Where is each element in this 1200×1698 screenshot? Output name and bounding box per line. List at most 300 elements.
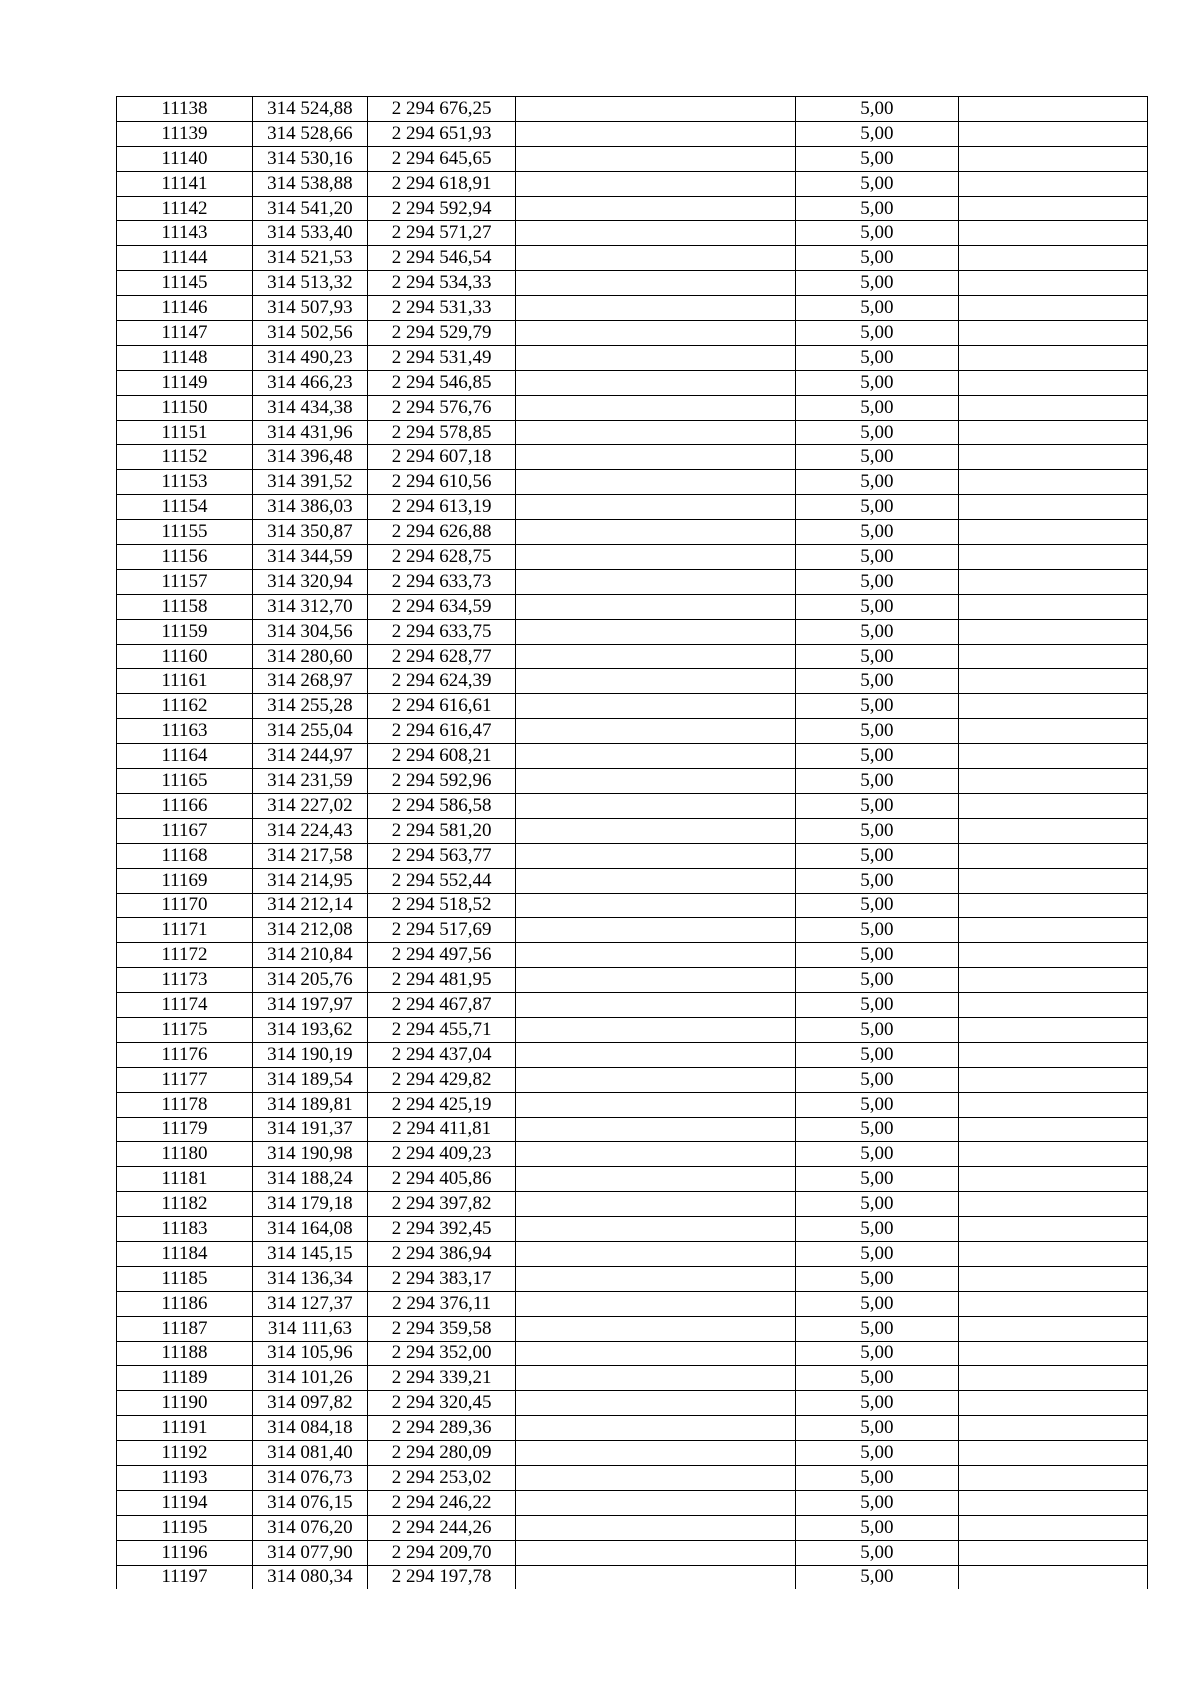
value-cell: 5,00 <box>796 345 959 370</box>
empty-cell <box>958 569 1147 594</box>
value-cell: 5,00 <box>796 445 959 470</box>
point-number-cell: 11181 <box>117 1167 253 1192</box>
empty-cell <box>516 296 796 321</box>
empty-cell <box>516 868 796 893</box>
table-row <box>117 520 1148 545</box>
table-row <box>117 943 1148 968</box>
y-coordinate-cell: 2 294 209,70 <box>368 1540 516 1565</box>
x-coordinate-cell: 314 320,94 <box>252 569 367 594</box>
value-cell: 5,00 <box>796 545 959 570</box>
y-coordinate-cell: 2 294 607,18 <box>368 445 516 470</box>
point-number-cell: 11172 <box>117 943 253 968</box>
point-number-cell: 11174 <box>117 993 253 1018</box>
point-number-cell: 11145 <box>117 271 253 296</box>
point-number-cell: 11142 <box>117 196 253 221</box>
point-number-cell: 11153 <box>117 470 253 495</box>
y-coordinate-cell: 2 294 253,02 <box>368 1465 516 1490</box>
empty-cell <box>516 968 796 993</box>
y-coordinate-cell: 2 294 339,21 <box>368 1366 516 1391</box>
point-number-cell: 11159 <box>117 619 253 644</box>
empty-cell <box>516 1441 796 1466</box>
y-coordinate-cell: 2 294 425,19 <box>368 1092 516 1117</box>
x-coordinate-cell: 314 077,90 <box>252 1540 367 1565</box>
empty-cell <box>958 1266 1147 1291</box>
y-coordinate-cell: 2 294 613,19 <box>368 495 516 520</box>
table-row <box>117 121 1148 146</box>
y-coordinate-cell: 2 294 429,82 <box>368 1067 516 1092</box>
point-number-cell: 11165 <box>117 769 253 794</box>
empty-cell <box>516 196 796 221</box>
empty-cell <box>516 818 796 843</box>
empty-cell <box>516 669 796 694</box>
empty-cell <box>958 420 1147 445</box>
table-row <box>117 619 1148 644</box>
table-row <box>117 1241 1148 1266</box>
table-row <box>117 1266 1148 1291</box>
table-row <box>117 1092 1148 1117</box>
y-coordinate-cell: 2 294 616,61 <box>368 694 516 719</box>
point-number-cell: 11164 <box>117 744 253 769</box>
value-cell: 5,00 <box>796 246 959 271</box>
empty-cell <box>958 1217 1147 1242</box>
point-number-cell: 11152 <box>117 445 253 470</box>
x-coordinate-cell: 314 190,98 <box>252 1142 367 1167</box>
value-cell: 5,00 <box>796 719 959 744</box>
empty-cell <box>516 1167 796 1192</box>
y-coordinate-cell: 2 294 531,49 <box>368 345 516 370</box>
table-row <box>117 1167 1148 1192</box>
table-row <box>117 918 1148 943</box>
x-coordinate-cell: 314 507,93 <box>252 296 367 321</box>
point-number-cell: 11161 <box>117 669 253 694</box>
empty-cell <box>958 345 1147 370</box>
value-cell: 5,00 <box>796 171 959 196</box>
empty-cell <box>958 818 1147 843</box>
empty-cell <box>516 1192 796 1217</box>
empty-cell <box>516 1266 796 1291</box>
point-number-cell: 11167 <box>117 818 253 843</box>
empty-cell <box>516 569 796 594</box>
point-number-cell: 11183 <box>117 1217 253 1242</box>
y-coordinate-cell: 2 294 529,79 <box>368 321 516 346</box>
table-row <box>117 395 1148 420</box>
x-coordinate-cell: 314 530,16 <box>252 146 367 171</box>
value-cell: 5,00 <box>796 1341 959 1366</box>
x-coordinate-cell: 314 164,08 <box>252 1217 367 1242</box>
y-coordinate-cell: 2 294 534,33 <box>368 271 516 296</box>
y-coordinate-cell: 2 294 592,96 <box>368 769 516 794</box>
empty-cell <box>516 345 796 370</box>
point-number-cell: 11154 <box>117 495 253 520</box>
point-number-cell: 11178 <box>117 1092 253 1117</box>
empty-cell <box>516 221 796 246</box>
table-row <box>117 644 1148 669</box>
empty-cell <box>958 1167 1147 1192</box>
value-cell: 5,00 <box>796 1465 959 1490</box>
point-number-cell: 11189 <box>117 1366 253 1391</box>
empty-cell <box>516 1217 796 1242</box>
point-number-cell: 11150 <box>117 395 253 420</box>
value-cell: 5,00 <box>796 893 959 918</box>
y-coordinate-cell: 2 294 455,71 <box>368 1017 516 1042</box>
x-coordinate-cell: 314 197,97 <box>252 993 367 1018</box>
value-cell: 5,00 <box>796 97 959 122</box>
y-coordinate-cell: 2 294 634,59 <box>368 594 516 619</box>
y-coordinate-cell: 2 294 386,94 <box>368 1241 516 1266</box>
empty-cell <box>958 445 1147 470</box>
value-cell: 5,00 <box>796 1017 959 1042</box>
point-number-cell: 11163 <box>117 719 253 744</box>
y-coordinate-cell: 2 294 610,56 <box>368 470 516 495</box>
x-coordinate-cell: 314 431,96 <box>252 420 367 445</box>
y-coordinate-cell: 2 294 280,09 <box>368 1441 516 1466</box>
empty-cell <box>958 918 1147 943</box>
empty-cell <box>516 1391 796 1416</box>
table-row <box>117 719 1148 744</box>
table-row <box>117 769 1148 794</box>
empty-cell <box>516 1490 796 1515</box>
empty-cell <box>958 868 1147 893</box>
empty-cell <box>958 271 1147 296</box>
empty-cell <box>958 470 1147 495</box>
value-cell: 5,00 <box>796 843 959 868</box>
value-cell: 5,00 <box>796 1366 959 1391</box>
empty-cell <box>958 968 1147 993</box>
table-row <box>117 1067 1148 1092</box>
y-coordinate-cell: 2 294 376,11 <box>368 1291 516 1316</box>
point-number-cell: 11171 <box>117 918 253 943</box>
x-coordinate-cell: 314 466,23 <box>252 370 367 395</box>
x-coordinate-cell: 314 541,20 <box>252 196 367 221</box>
x-coordinate-cell: 314 080,34 <box>252 1565 367 1589</box>
value-cell: 5,00 <box>796 644 959 669</box>
table-row <box>117 1515 1148 1540</box>
table-row <box>117 818 1148 843</box>
x-coordinate-cell: 314 105,96 <box>252 1341 367 1366</box>
value-cell: 5,00 <box>796 669 959 694</box>
table-row <box>117 1441 1148 1466</box>
empty-cell <box>958 146 1147 171</box>
table-row <box>117 1391 1148 1416</box>
x-coordinate-cell: 314 396,48 <box>252 445 367 470</box>
table-row <box>117 420 1148 445</box>
table-row <box>117 1192 1148 1217</box>
empty-cell <box>958 1117 1147 1142</box>
x-coordinate-cell: 314 127,37 <box>252 1291 367 1316</box>
point-number-cell: 11180 <box>117 1142 253 1167</box>
table-row <box>117 1465 1148 1490</box>
value-cell: 5,00 <box>796 1441 959 1466</box>
empty-cell <box>516 545 796 570</box>
value-cell: 5,00 <box>796 744 959 769</box>
table-row <box>117 1540 1148 1565</box>
empty-cell <box>958 694 1147 719</box>
empty-cell <box>516 1565 796 1589</box>
point-number-cell: 11139 <box>117 121 253 146</box>
y-coordinate-cell: 2 294 624,39 <box>368 669 516 694</box>
empty-cell <box>958 97 1147 122</box>
empty-cell <box>516 146 796 171</box>
y-coordinate-cell: 2 294 481,95 <box>368 968 516 993</box>
point-number-cell: 11182 <box>117 1192 253 1217</box>
value-cell: 5,00 <box>796 495 959 520</box>
value-cell: 5,00 <box>796 569 959 594</box>
y-coordinate-cell: 2 294 405,86 <box>368 1167 516 1192</box>
table-row <box>117 97 1148 122</box>
empty-cell <box>516 1465 796 1490</box>
empty-cell <box>516 1341 796 1366</box>
point-number-cell: 11184 <box>117 1241 253 1266</box>
point-number-cell: 11158 <box>117 594 253 619</box>
table-row <box>117 1117 1148 1142</box>
y-coordinate-cell: 2 294 411,81 <box>368 1117 516 1142</box>
empty-cell <box>516 793 796 818</box>
point-number-cell: 11177 <box>117 1067 253 1092</box>
empty-cell <box>516 1316 796 1341</box>
value-cell: 5,00 <box>796 1167 959 1192</box>
y-coordinate-cell: 2 294 518,52 <box>368 893 516 918</box>
empty-cell <box>516 1067 796 1092</box>
x-coordinate-cell: 314 210,84 <box>252 943 367 968</box>
x-coordinate-cell: 314 224,43 <box>252 818 367 843</box>
x-coordinate-cell: 314 312,70 <box>252 594 367 619</box>
y-coordinate-cell: 2 294 546,54 <box>368 246 516 271</box>
value-cell: 5,00 <box>796 868 959 893</box>
x-coordinate-cell: 314 097,82 <box>252 1391 367 1416</box>
empty-cell <box>958 619 1147 644</box>
x-coordinate-cell: 314 391,52 <box>252 470 367 495</box>
x-coordinate-cell: 314 255,28 <box>252 694 367 719</box>
y-coordinate-cell: 2 294 578,85 <box>368 420 516 445</box>
table-row <box>117 1416 1148 1441</box>
value-cell: 5,00 <box>796 918 959 943</box>
x-coordinate-cell: 314 280,60 <box>252 644 367 669</box>
empty-cell <box>958 1540 1147 1565</box>
empty-cell <box>516 470 796 495</box>
empty-cell <box>516 1515 796 1540</box>
value-cell: 5,00 <box>796 420 959 445</box>
empty-cell <box>958 843 1147 868</box>
y-coordinate-cell: 2 294 645,65 <box>368 146 516 171</box>
y-coordinate-cell: 2 294 676,25 <box>368 97 516 122</box>
table-row <box>117 271 1148 296</box>
table-row <box>117 146 1148 171</box>
point-number-cell: 11160 <box>117 644 253 669</box>
empty-cell <box>516 619 796 644</box>
point-number-cell: 11187 <box>117 1316 253 1341</box>
empty-cell <box>958 1042 1147 1067</box>
table-row <box>117 1291 1148 1316</box>
empty-cell <box>516 395 796 420</box>
y-coordinate-cell: 2 294 244,26 <box>368 1515 516 1540</box>
empty-cell <box>516 271 796 296</box>
x-coordinate-cell: 314 136,34 <box>252 1266 367 1291</box>
empty-cell <box>516 1416 796 1441</box>
y-coordinate-cell: 2 294 392,45 <box>368 1217 516 1242</box>
empty-cell <box>516 918 796 943</box>
empty-cell <box>958 1565 1147 1589</box>
empty-cell <box>516 520 796 545</box>
value-cell: 5,00 <box>796 196 959 221</box>
x-coordinate-cell: 314 212,14 <box>252 893 367 918</box>
x-coordinate-cell: 314 533,40 <box>252 221 367 246</box>
point-number-cell: 11193 <box>117 1465 253 1490</box>
y-coordinate-cell: 2 294 628,77 <box>368 644 516 669</box>
empty-cell <box>958 594 1147 619</box>
empty-cell <box>958 893 1147 918</box>
x-coordinate-cell: 314 179,18 <box>252 1192 367 1217</box>
point-number-cell: 11169 <box>117 868 253 893</box>
table-row <box>117 495 1148 520</box>
value-cell: 5,00 <box>796 1316 959 1341</box>
value-cell: 5,00 <box>796 968 959 993</box>
y-coordinate-cell: 2 294 320,45 <box>368 1391 516 1416</box>
table-row <box>117 594 1148 619</box>
y-coordinate-cell: 2 294 359,58 <box>368 1316 516 1341</box>
y-coordinate-cell: 2 294 246,22 <box>368 1490 516 1515</box>
x-coordinate-cell: 314 350,87 <box>252 520 367 545</box>
y-coordinate-cell: 2 294 517,69 <box>368 918 516 943</box>
point-number-cell: 11176 <box>117 1042 253 1067</box>
point-number-cell: 11195 <box>117 1515 253 1540</box>
point-number-cell: 11141 <box>117 171 253 196</box>
empty-cell <box>516 370 796 395</box>
empty-cell <box>958 644 1147 669</box>
x-coordinate-cell: 314 434,38 <box>252 395 367 420</box>
table-row <box>117 1142 1148 1167</box>
y-coordinate-cell: 2 294 383,17 <box>368 1266 516 1291</box>
empty-cell <box>516 121 796 146</box>
empty-cell <box>958 1291 1147 1316</box>
value-cell: 5,00 <box>796 818 959 843</box>
x-coordinate-cell: 314 386,03 <box>252 495 367 520</box>
value-cell: 5,00 <box>796 694 959 719</box>
empty-cell <box>958 1441 1147 1466</box>
y-coordinate-cell: 2 294 651,93 <box>368 121 516 146</box>
table-row <box>117 669 1148 694</box>
empty-cell <box>516 1540 796 1565</box>
x-coordinate-cell: 314 193,62 <box>252 1017 367 1042</box>
empty-cell <box>516 1291 796 1316</box>
point-number-cell: 11144 <box>117 246 253 271</box>
point-number-cell: 11185 <box>117 1266 253 1291</box>
x-coordinate-cell: 314 076,20 <box>252 1515 367 1540</box>
value-cell: 5,00 <box>796 1490 959 1515</box>
value-cell: 5,00 <box>796 221 959 246</box>
empty-cell <box>958 1465 1147 1490</box>
x-coordinate-cell: 314 111,63 <box>252 1316 367 1341</box>
empty-cell <box>958 943 1147 968</box>
point-number-cell: 11197 <box>117 1565 253 1589</box>
point-number-cell: 11196 <box>117 1540 253 1565</box>
value-cell: 5,00 <box>796 1266 959 1291</box>
y-coordinate-cell: 2 294 197,78 <box>368 1565 516 1589</box>
x-coordinate-cell: 314 076,15 <box>252 1490 367 1515</box>
x-coordinate-cell: 314 521,53 <box>252 246 367 271</box>
empty-cell <box>958 1515 1147 1540</box>
y-coordinate-cell: 2 294 352,00 <box>368 1341 516 1366</box>
point-number-cell: 11148 <box>117 345 253 370</box>
coordinate-table <box>116 96 1148 1589</box>
point-number-cell: 11151 <box>117 420 253 445</box>
table-row <box>117 1565 1148 1589</box>
y-coordinate-cell: 2 294 497,56 <box>368 943 516 968</box>
empty-cell <box>958 1391 1147 1416</box>
x-coordinate-cell: 314 188,24 <box>252 1167 367 1192</box>
empty-cell <box>516 694 796 719</box>
empty-cell <box>958 121 1147 146</box>
point-number-cell: 11194 <box>117 1490 253 1515</box>
x-coordinate-cell: 314 528,66 <box>252 121 367 146</box>
table-row <box>117 1042 1148 1067</box>
empty-cell <box>516 321 796 346</box>
table-row <box>117 321 1148 346</box>
x-coordinate-cell: 314 524,88 <box>252 97 367 122</box>
table-row <box>117 171 1148 196</box>
table-row <box>117 545 1148 570</box>
table-row <box>117 1316 1148 1341</box>
y-coordinate-cell: 2 294 546,85 <box>368 370 516 395</box>
point-number-cell: 11157 <box>117 569 253 594</box>
y-coordinate-cell: 2 294 633,75 <box>368 619 516 644</box>
y-coordinate-cell: 2 294 626,88 <box>368 520 516 545</box>
empty-cell <box>958 321 1147 346</box>
empty-cell <box>516 445 796 470</box>
empty-cell <box>958 1341 1147 1366</box>
value-cell: 5,00 <box>796 594 959 619</box>
point-number-cell: 11166 <box>117 793 253 818</box>
empty-cell <box>958 1366 1147 1391</box>
point-number-cell: 11188 <box>117 1341 253 1366</box>
point-number-cell: 11186 <box>117 1291 253 1316</box>
value-cell: 5,00 <box>796 1291 959 1316</box>
y-coordinate-cell: 2 294 531,33 <box>368 296 516 321</box>
x-coordinate-cell: 314 214,95 <box>252 868 367 893</box>
point-number-cell: 11147 <box>117 321 253 346</box>
empty-cell <box>516 943 796 968</box>
empty-cell <box>516 1042 796 1067</box>
value-cell: 5,00 <box>796 769 959 794</box>
table-row <box>117 893 1148 918</box>
empty-cell <box>958 545 1147 570</box>
value-cell: 5,00 <box>796 1117 959 1142</box>
value-cell: 5,00 <box>796 619 959 644</box>
value-cell: 5,00 <box>796 793 959 818</box>
empty-cell <box>958 769 1147 794</box>
empty-cell <box>516 1366 796 1391</box>
point-number-cell: 11162 <box>117 694 253 719</box>
x-coordinate-cell: 314 304,56 <box>252 619 367 644</box>
empty-cell <box>516 993 796 1018</box>
empty-cell <box>516 1017 796 1042</box>
y-coordinate-cell: 2 294 437,04 <box>368 1042 516 1067</box>
x-coordinate-cell: 314 513,32 <box>252 271 367 296</box>
y-coordinate-cell: 2 294 552,44 <box>368 868 516 893</box>
value-cell: 5,00 <box>796 1540 959 1565</box>
empty-cell <box>958 1316 1147 1341</box>
empty-cell <box>516 420 796 445</box>
value-cell: 5,00 <box>796 470 959 495</box>
table-row <box>117 1217 1148 1242</box>
empty-cell <box>958 395 1147 420</box>
point-number-cell: 11138 <box>117 97 253 122</box>
empty-cell <box>958 1490 1147 1515</box>
table-row <box>117 1341 1148 1366</box>
value-cell: 5,00 <box>796 1565 959 1589</box>
y-coordinate-cell: 2 294 586,58 <box>368 793 516 818</box>
x-coordinate-cell: 314 205,76 <box>252 968 367 993</box>
empty-cell <box>958 1092 1147 1117</box>
